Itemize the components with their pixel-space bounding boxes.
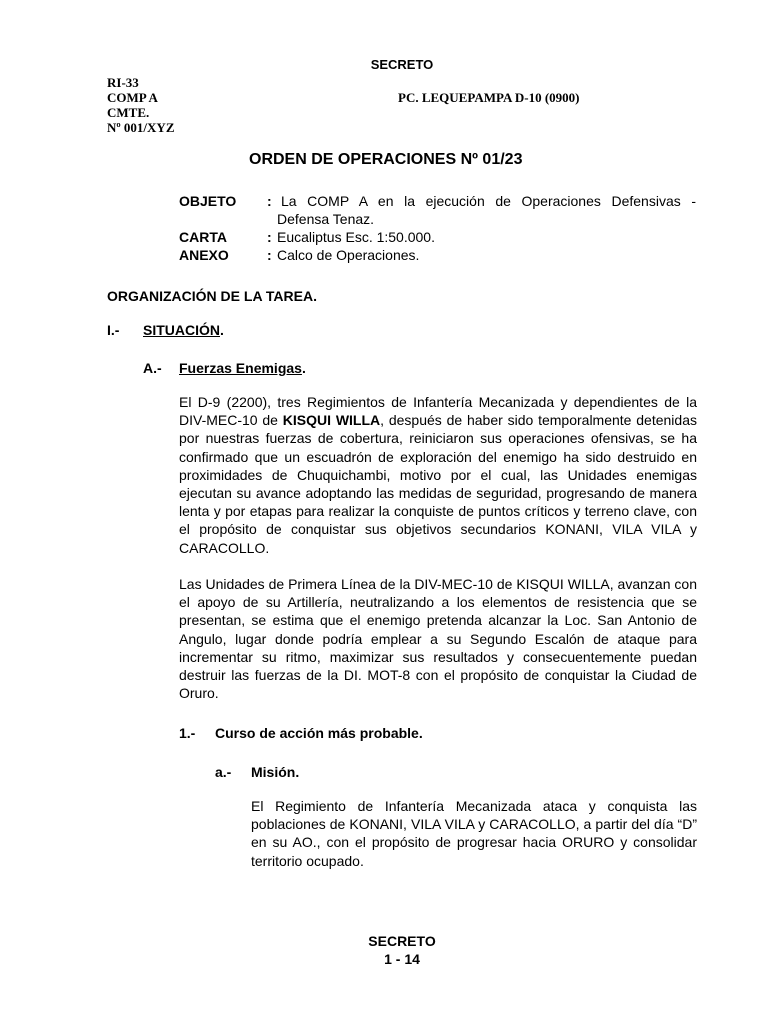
ref-line-regiment: RI-33 bbox=[107, 75, 139, 90]
section-title-text: SITUACIÓN bbox=[143, 322, 220, 338]
objeto-label: OBJETO bbox=[179, 193, 237, 209]
ref-line-number: Nº 001/XYZ bbox=[107, 120, 175, 135]
objeto-value-line1: La COMP A en la ejecución de Operaciones Defensivas - bbox=[281, 193, 696, 209]
ref-line-command: CMTE. bbox=[107, 105, 150, 120]
carta-label: CARTA bbox=[179, 229, 227, 245]
carta-value: Eucaliptus Esc. 1:50.000. bbox=[277, 229, 435, 245]
subsection-number: A.- bbox=[143, 360, 162, 376]
place-time: PC. LEQUEPAMPA D-10 (0900) bbox=[398, 90, 580, 105]
subitem-number: a.- bbox=[215, 764, 232, 780]
first-line-units-paragraph: Las Unidades de Primera Línea de la DIV-MEC-10 de KISQUI WILLA, avanzan con el apoyo de su Artillería, neutralizando a los elementos de resistencia que se presentan, se estima que el enemigo pretenda alcanzar la Loc. San Antonio de Angulo, lugar donde podría emplear a su Segundo Escalón de ataque para incrementar su ritmo, maximizar sus resultados y consecuentemente puedan destruir las fuerzas de la DI. MOT-8 con el propósito de conquistar la Ciudad de Oruro. bbox=[179, 576, 697, 702]
paragraph-text-end: , después de haber sido temporalmente detenidas por nuestras fuerzas de cobertura, reiniciaron sus operaciones ofensivas, se ha confirmado que un escuadrón de exploración del enemigo ha sido destruido en proximidades de Chuquichambi, motivo por el cual, las Unidades enemigas ejecutan su avance adoptando las medidas de seguridad, progresando de manera lenta y por etapas para realizar la conquiste de puntos críticos y terreno clave, con el propósito de conquistar sus objetivos secundarios KONANI, VILA VILA y CARACOLLO. bbox=[179, 412, 697, 556]
anexo-colon: : bbox=[267, 247, 272, 263]
enemy-name-bold: KISQUI WILLA bbox=[282, 412, 381, 429]
subsection-title-text: Fuerzas Enemigas bbox=[179, 360, 302, 376]
subsection-title bbox=[179, 361, 306, 376]
reference-block bbox=[107, 75, 175, 135]
classification-top: SECRETO bbox=[370, 57, 434, 72]
item-number: 1.- bbox=[179, 725, 196, 741]
subitem-title: Misión. bbox=[251, 764, 300, 780]
section-title bbox=[143, 323, 224, 338]
classification-bottom: SECRETO bbox=[368, 933, 436, 949]
page-number: 1 - 14 bbox=[384, 951, 420, 967]
document-title: ORDEN DE OPERACIONES Nº 01/23 bbox=[249, 151, 523, 168]
section-number: I.- bbox=[107, 322, 120, 338]
organization-heading: ORGANIZACIÓN DE LA TAREA. bbox=[107, 288, 317, 304]
item-title: Curso de acción más probable. bbox=[215, 725, 423, 741]
enemy-forces-paragraph bbox=[179, 393, 697, 557]
carta-colon: : bbox=[267, 229, 272, 245]
objeto-colon: : bbox=[267, 193, 272, 209]
ref-line-company: COMP A bbox=[107, 90, 158, 105]
mission-paragraph: El Regimiento de Infantería Mecanizada ataca y conquista las poblaciones de KONANI, VILA VILA y CARACOLLO, a partir del día “D” en su AO., con el propósito de progresar hacia ORURO y consolidar territorio ocupado. bbox=[251, 798, 697, 869]
anexo-value: Calco de Operaciones. bbox=[277, 247, 420, 263]
anexo-label: ANEXO bbox=[179, 247, 229, 263]
subsection-title-suffix: . bbox=[301, 360, 306, 376]
paragraph-text-start: El D-9 (2200), tres Regimientos de Infantería Mecanizada y dependientes de la DIV-MEC-10 de bbox=[179, 394, 697, 429]
objeto-value-line2: Defensa Tenaz. bbox=[277, 211, 375, 227]
section-title-suffix: . bbox=[220, 322, 224, 338]
